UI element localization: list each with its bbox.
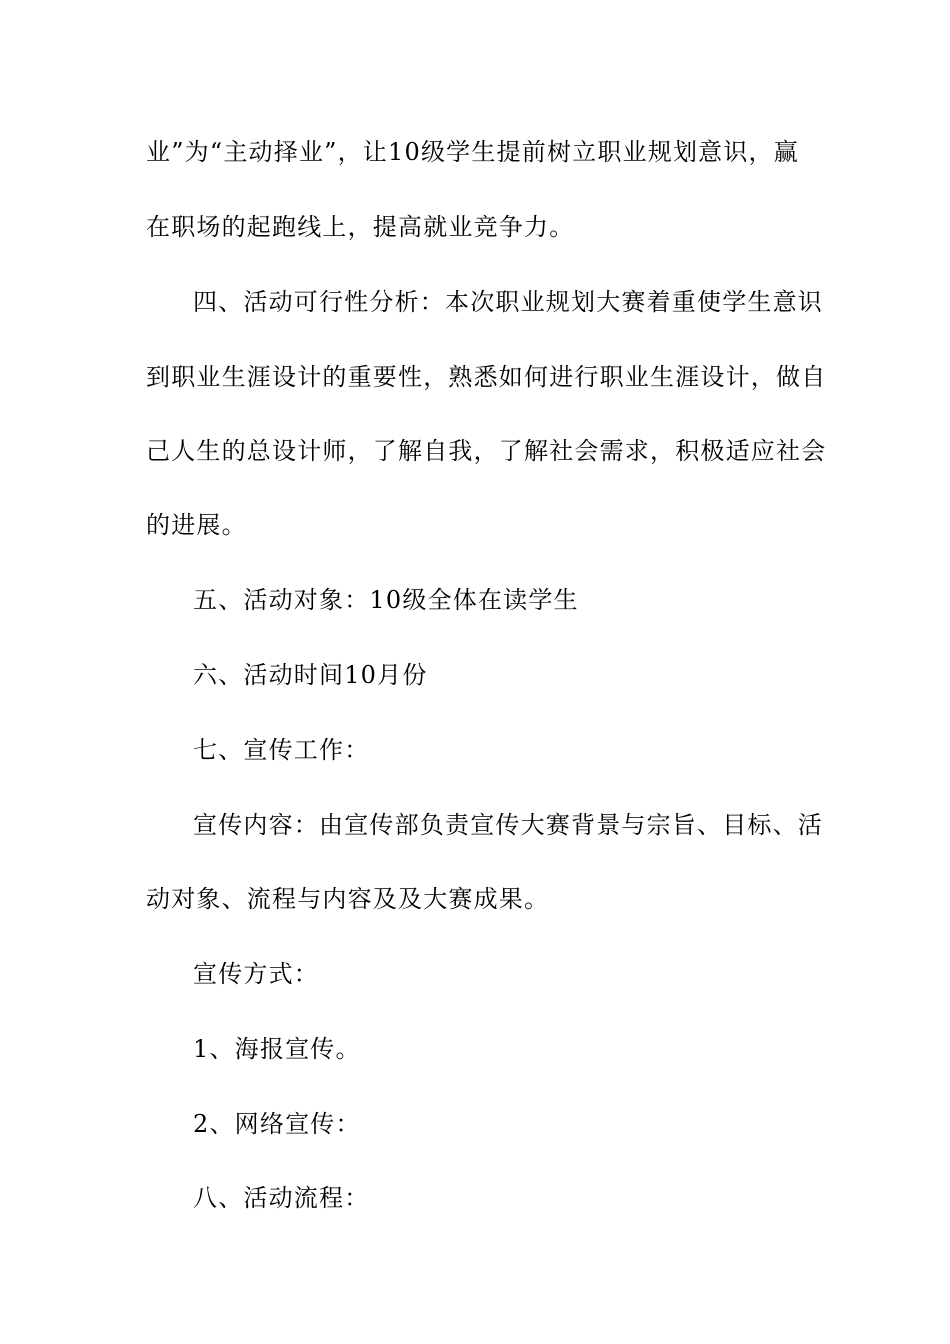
section-eight-heading: 八、活动流程： bbox=[193, 1184, 370, 1212]
paragraph-line-2: 在职场的起跑线上，提高就业竞争力。 bbox=[146, 213, 575, 241]
publicity-method-item-1: 1、海报宣传。 bbox=[193, 1035, 361, 1063]
paragraph-line-1: 业”为“主动择业”，让10级学生提前树立职业规划意识，赢 bbox=[146, 138, 799, 166]
publicity-content-continuation: 动对象、流程与内容及及大赛成果。 bbox=[146, 885, 550, 913]
paragraph-line-4: 到职业生涯设计的重要性，熟悉如何进行职业生涯设计，做自 bbox=[146, 363, 827, 391]
publicity-method-item-2: 2、网络宣传： bbox=[193, 1110, 361, 1138]
section-seven-heading: 七、宣传工作： bbox=[193, 736, 370, 764]
publicity-method-heading: 宣传方式： bbox=[193, 960, 319, 988]
paragraph-line-5: 己人生的总设计师，了解自我，了解社会需求，积极适应社会 bbox=[146, 437, 827, 465]
paragraph-line-6: 的进展。 bbox=[146, 511, 247, 539]
section-five-line: 五、活动对象：10级全体在读学生 bbox=[193, 586, 579, 614]
publicity-content-line: 宣传内容：由宣传部负责宣传大赛背景与宗旨、目标、活 bbox=[193, 811, 823, 839]
section-six-line: 六、活动时间10月份 bbox=[193, 661, 428, 689]
section-four-heading-line: 四、活动可行性分析：本次职业规划大赛着重使学生意识 bbox=[193, 288, 823, 316]
